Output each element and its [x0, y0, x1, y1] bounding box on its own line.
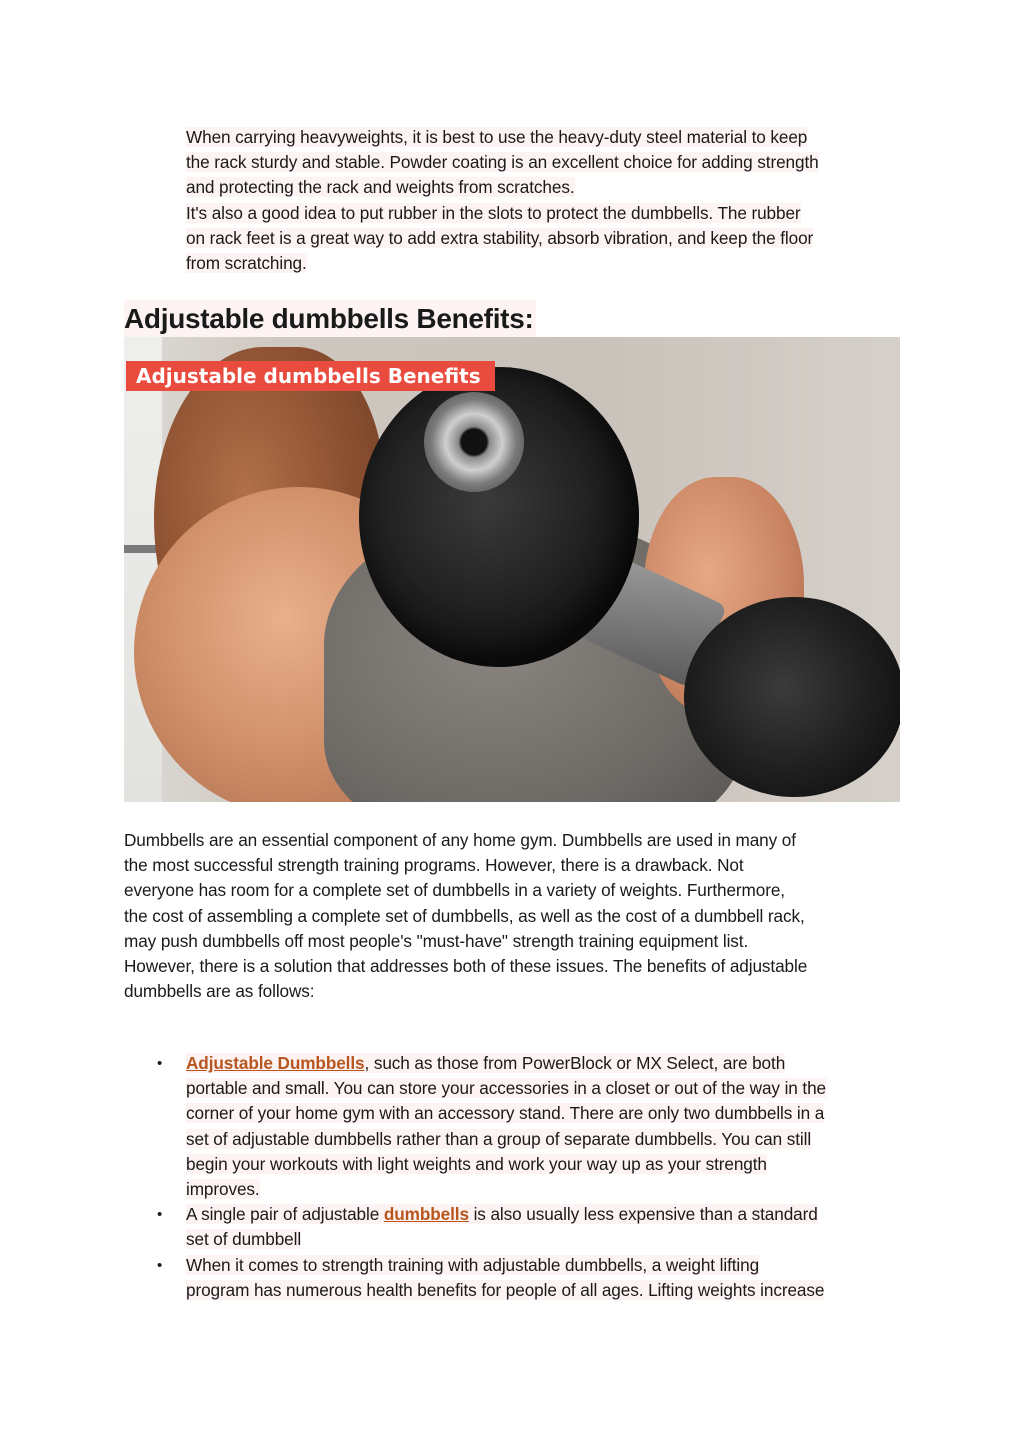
- intro-line: from scratching.: [186, 253, 307, 274]
- intro-line: and protecting the rack and weights from scratches.: [186, 177, 575, 198]
- list-item-text: program has numerous health benefits for people of all ages. Lifting weights increase: [186, 1279, 825, 1300]
- adjustable-dumbbells-link[interactable]: Adjustable Dumbbells: [186, 1053, 365, 1073]
- list-item-text: portable and small. You can store your accessories in a closet or out of the way in the: [186, 1078, 827, 1099]
- list-item-text: A single pair of adjustable: [186, 1204, 384, 1225]
- benefits-list: [157, 1051, 902, 1303]
- list-item: [157, 1202, 902, 1252]
- list-item-text: corner of your home gym with an accessory stand. There are only two dumbbells in a: [186, 1103, 825, 1124]
- list-item: [157, 1051, 902, 1202]
- intro-line: It's also a good idea to put rubber in the slots to protect the dumbbells. The rubber: [186, 202, 801, 223]
- body-line: the most successful strength training programs. However, there is a drawback. Not: [124, 855, 744, 876]
- list-item-text: begin your workouts with light weights and work your way up as your strength: [186, 1153, 767, 1174]
- body-paragraph: [124, 828, 900, 1004]
- list-item-text: set of dumbbell: [186, 1229, 302, 1250]
- dumbbell-back-plate: [684, 597, 900, 797]
- body-line: However, there is a solution that addresses both of these issues. The benefits of adjustable: [124, 956, 808, 977]
- body-line: may push dumbbells off most people's "must-have" strength training equipment list.: [124, 930, 749, 951]
- body-line: the cost of assembling a complete set of dumbbells, as well as the cost of a dumbbell rack,: [124, 905, 805, 926]
- section-heading: Adjustable dumbbells Benefits:: [124, 300, 536, 338]
- dumbbell-hero-image: [124, 337, 900, 802]
- list-item: [157, 1253, 902, 1303]
- list-item-text: , such as those from PowerBlock or MX Select, are both: [364, 1053, 786, 1073]
- dumbbells-link[interactable]: dumbbells: [383, 1204, 469, 1225]
- bullet-icon: •: [157, 1256, 163, 1274]
- list-item-text: set of adjustable dumbbells rather than a group of separate dumbbells. You can still: [186, 1128, 812, 1149]
- intro-line: the rack sturdy and stable. Powder coating is an excellent choice for adding strength: [186, 152, 819, 173]
- intro-line: on rack feet is a great way to add extra stability, absorb vibration, and keep the floor: [186, 227, 814, 248]
- intro-paragraph: [186, 125, 898, 276]
- body-line: everyone has room for a complete set of dumbbells in a variety of weights. Furthermore,: [124, 880, 785, 901]
- list-item-text: improves.: [186, 1179, 260, 1200]
- list-item-text: is also usually less expensive than a standard: [468, 1204, 818, 1225]
- bullet-icon: •: [157, 1055, 163, 1072]
- body-line: dumbbells are as follows:: [124, 981, 315, 1002]
- list-item-text: When it comes to strength training with adjustable dumbbells, a weight lifting: [186, 1254, 760, 1275]
- dumbbell-hub: [424, 392, 524, 492]
- bullet-icon: •: [157, 1206, 163, 1224]
- image-title-badge: Adjustable dumbbells Benefits: [126, 361, 495, 391]
- body-line: Dumbbells are an essential component of any home gym. Dumbbells are used in many of: [124, 830, 796, 850]
- intro-line: When carrying heavyweights, it is best to use the heavy-duty steel material to keep: [186, 127, 808, 147]
